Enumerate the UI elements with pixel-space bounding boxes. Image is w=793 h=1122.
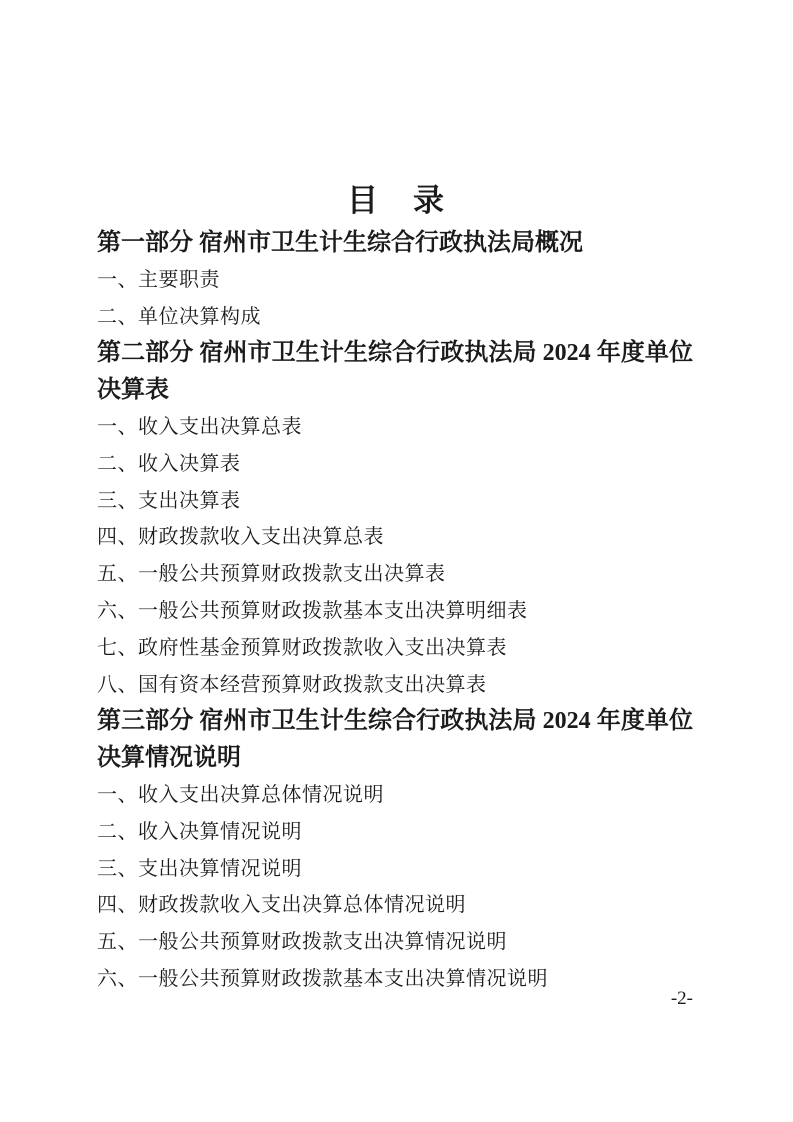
toc-item: 一、收入支出决算总表	[97, 415, 302, 438]
toc-item: 四、财政拨款收入支出决算总体情况说明	[97, 894, 466, 917]
toc-item: 一、收入支出决算总体情况说明	[97, 783, 384, 806]
toc-item: 一、主要职责	[97, 268, 220, 291]
toc-item: 六、一般公共预算财政拨款基本支出决算情况说明	[97, 967, 548, 990]
toc-item: 八、国有资本经营预算财政拨款支出决算表	[97, 673, 487, 696]
page-number: -2-	[670, 988, 693, 1009]
table-of-contents	[0, 218, 793, 998]
toc-section-1-heading: 第一部分 宿州市卫生计生综合行政执法局概况	[97, 230, 583, 256]
page-title: 目 录	[347, 183, 446, 218]
toc-item: 六、一般公共预算财政拨款基本支出决算明细表	[97, 599, 528, 622]
toc-item: 三、支出决算表	[97, 489, 241, 512]
toc-section-2-heading: 第二部分 宿州市卫生计生综合行政执法局 2024 年度单位决算表	[97, 340, 693, 404]
toc-item: 二、单位决算构成	[97, 305, 261, 328]
toc-item: 二、收入决算表	[97, 452, 241, 475]
toc-item: 二、收入决算情况说明	[97, 820, 302, 843]
toc-item: 三、支出决算情况说明	[97, 857, 302, 880]
toc-item: 七、政府性基金预算财政拨款收入支出决算表	[97, 636, 507, 659]
toc-item: 四、财政拨款收入支出决算总表	[97, 526, 384, 549]
toc-item: 五、一般公共预算财政拨款支出决算情况说明	[97, 931, 507, 954]
toc-item: 五、一般公共预算财政拨款支出决算表	[97, 563, 446, 586]
toc-section-3-heading: 第三部分 宿州市卫生计生综合行政执法局 2024 年度单位决算情况说明	[97, 708, 693, 772]
